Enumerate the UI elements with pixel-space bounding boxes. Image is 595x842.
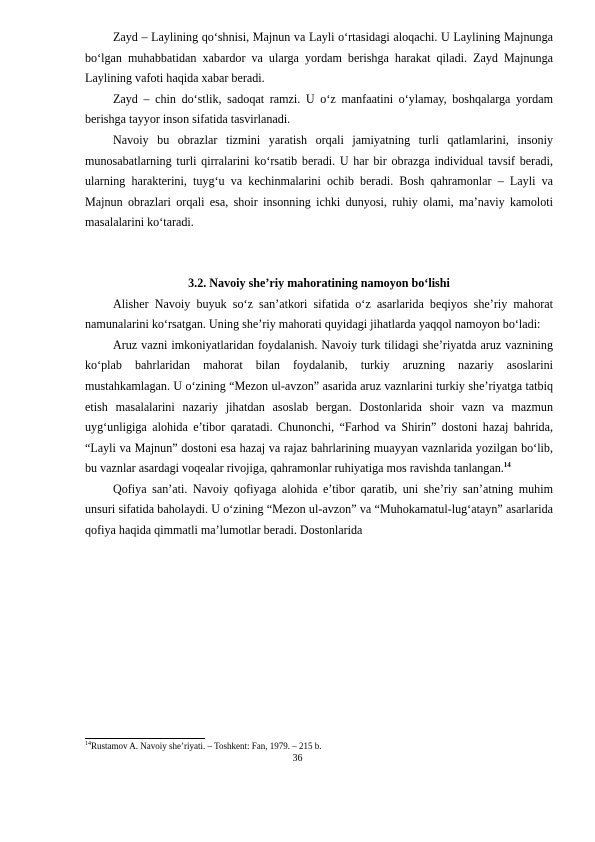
- section-heading: 3.2. Navoiy she’riy mahoratining namoyon bo‘lishi: [188, 275, 450, 290]
- footnote-text: Rustamov A. Navoiy she’riyati. – Toshkent: Fan, 1979. – 215 b.: [91, 741, 322, 751]
- paragraph-zayd-role: Zayd – Laylining qo‘shnisi, Majnun va Layli o‘rtasidagi aloqachi. U Laylining Majnunga bo‘lgan muhabbatidan xabardor va ularga yordam berishga harakat qiladi. Zayd Majnunga Laylining vafoti haqida xabar beradi.: [85, 30, 553, 86]
- footnote-reference[interactable]: 14: [503, 461, 511, 470]
- footnote: [85, 741, 553, 752]
- aruz-text: Aruz vazni imkoniyatlaridan foydalanish. Navoiy turk tilidagi she’riyatda aruz vaznining ko‘plab bahrlaridan mahorat bilan foydalanib, turkiy aruzning nazariy asoslarini mustahkamlagan. U o‘zining “Mezon ul-avzon” asarida aruz vaznlarini turkiy she’riyatga tatbiq etish masalalarini nazariy jihatdan asoslab bergan. Dostonlarida shoir vazn va mazmun uyg‘unligiga alohida e’tibor qaratadi. Chunonchi, “Farhod va Shirin” dostoni hazaj bahrida, “Layli va Majnun” dostoni esa hazaj va rajaz bahrlarining muayyan vaznlarida yozilgan bo‘lib, bu vaznlar asardagi voqealar rivojiga, qahramonlar ruhiyatiga mos ravishda tanlangan.: [85, 337, 553, 476]
- body-text: [85, 27, 553, 541]
- paragraph-poetic-mastery: Alisher Navoiy buyuk so‘z san’atkori sifatida o‘z asarlarida beqiyos she’riy mahorat namunalarini ko‘rsatgan. Uning she’riy mahorati quyidagi jihatlarda yaqqol namoyon bo‘ladi:: [85, 296, 553, 332]
- paragraph-rhyme-art: Qofiya san’ati. Navoiy qofiyaga alohida e’tibor qaratib, uni she’riy san’atning muhim unsuri sifatida baholaydi. U o‘zining “Mezon ul-avzon” va “Muhokamatul-lug‘atayn” asarlarida qofiya haqida qimmatli ma’lumotlar beradi. Dostonlarida: [85, 481, 553, 538]
- paragraph-character-system: Navoiy bu obrazlar tizmini yaratish orqali jamiyatning turli qatlamlarini, insoniy munosabatlarning turli qirralarini ko‘rsatib beradi. U har bir obrazga individual tavsif beradi, ularning harakterini, tuyg‘u va kechinmalarini ochib beradi. Bosh qahramonlar – Layli va Majnun obrazlari orqali esa, shoir insonning ichki dunyosi, ruhiy olami, ma’naviy kamoloti masalalarini ko‘taradi.: [85, 132, 553, 230]
- footnote-divider: [85, 738, 205, 739]
- footnote-marker: 14: [85, 741, 91, 747]
- paragraph-zayd-friendship: Zayd – chin do‘stlik, sadoqat ramzi. U o‘z manfaatini o‘ylamay, boshqalarga yordam berishga tayyor inson sifatida tasvirlanadi.: [85, 91, 553, 127]
- page-number: 36: [292, 753, 303, 764]
- paragraph-aruz-meter: [85, 335, 553, 479]
